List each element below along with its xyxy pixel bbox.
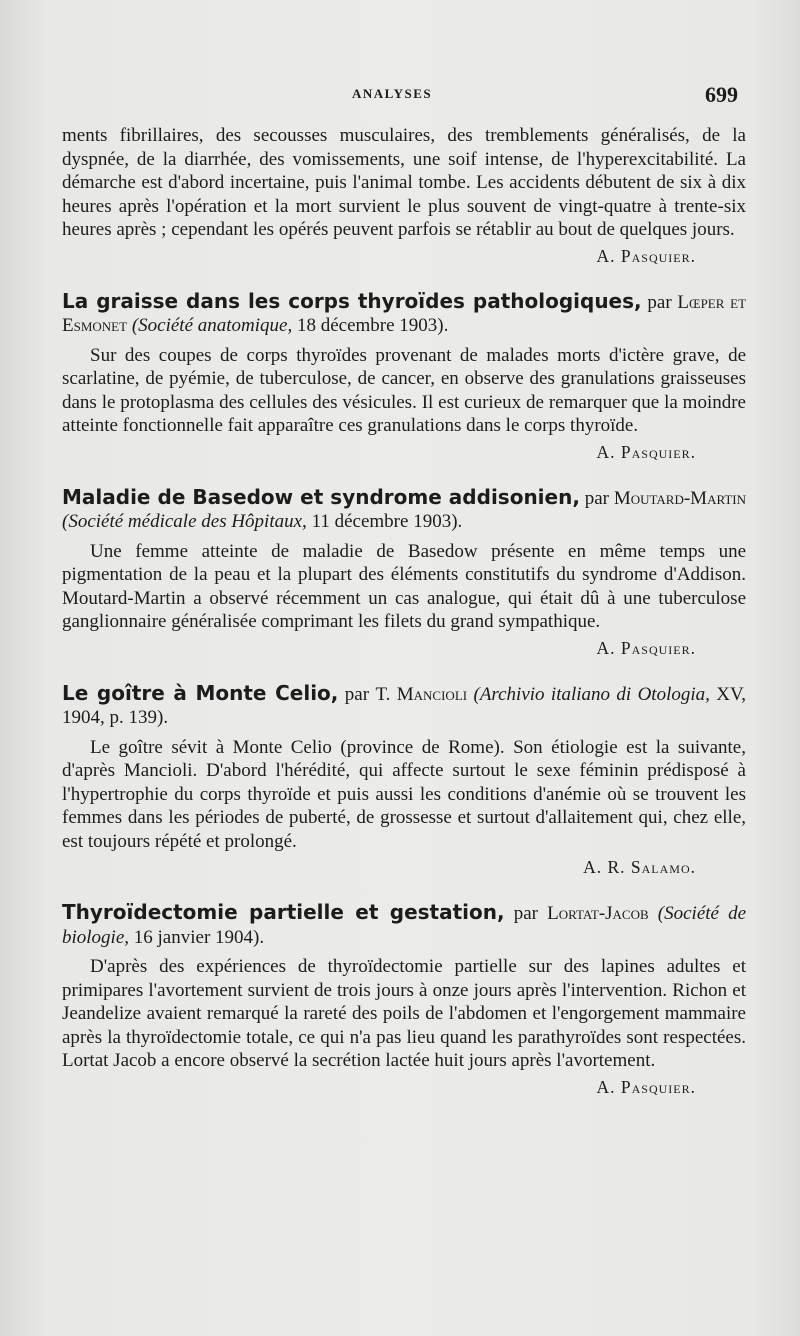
article-authors: Lortat-Jacob: [547, 903, 649, 924]
article-source: (Société de biologie,: [62, 903, 747, 948]
article-signature: A. Pasquier.: [596, 637, 696, 658]
article-title: La graisse dans les corps thyroïdes pathologiques,: [62, 288, 642, 313]
article-body: Le goître sévit à Monte Celio (province de Rome). Son étiologie est la suivante, d'après Mancioli. D'abord l'hérédité, qui affecte surtout le sexe féminin prédisposé à l'hypertrophie du corps thyroïde et puis aussi les conditions d'anémie où se trouvent les femmes dans les périodes de puberté, de grossesse et surtout d'allaitement qui, chez elle, est toujours répété et prolongé.: [62, 736, 746, 852]
article-authors: T. Mancioli: [375, 683, 468, 705]
article-heading: [62, 901, 746, 949]
article-goitre: [62, 682, 746, 880]
intro-paragraph: ments fibrillaires, des secousses musculaires, des tremblements généralisés, de la dyspnée, de la diarrhée, des vomissements, une soif intense, de l'hyperexcitabilité. La démarche est d'abord incertaine, puis l'animal tombe. Les accidents débutent de six à dix heures après l'opération et la mort survient le plus souvent de vingt-quatre à trente-six heures après ; cependant les opérés peuvent parfois se rétablir au bout de quelques jours.: [62, 125, 746, 240]
article-by: par: [647, 291, 672, 313]
article-body: D'après des expériences de thyroïdectomie partielle sur des lapines adultes et primipares l'avortement survient de trois jours à onze jours après l'intervention. Richon et Jeandelize avaient remarqué la rareté des poils de l'abdomen et l'engorgement mammaire après la thyroïdectomie totale, ce qui n'a pas lieu quand les parathyroïdes sont respectées. Lortat Jacob a encore observé la secrétion lactée huit jours après l'avortement.: [62, 956, 746, 1071]
article-body: Une femme atteinte de maladie de Basedow présente en même temps une pigmentation de la peau et la plupart des éléments constitutifs du syndrome d'Addison. Moutard-Martin a observé récemment un cas analogue, qui était dû à une tuberculose ganglionnaire généralisée comprimant les filets du grand sympathique.: [62, 540, 746, 632]
article-title: Le goître à Monte Celio,: [62, 680, 339, 705]
article-by: par: [513, 903, 538, 924]
article-by: par: [344, 683, 370, 705]
article-title: Thyroïdectomie partielle et gestation,: [62, 900, 505, 924]
article-heading: [62, 682, 746, 730]
article-date: 18 décembre 1903).: [296, 315, 449, 336]
article-title: Maladie de Basedow et syndrome addisonien,: [62, 484, 580, 509]
page-content: [62, 124, 746, 1099]
article-signature: A. Pasquier.: [596, 441, 696, 462]
article-body: Sur des coupes de corps thyroïdes provenant de malades morts d'ictère grave, de scarlatine, de pyémie, de tuberculose, de cancer, en observe des granulations graisseuses dans le protoplasma des cellules des vésicules. Il est curieux de remarquer que la moindre atteinte fonctionnelle fait apparaître ces granulations dans le corps thyroïde.: [62, 344, 746, 436]
article-signature: A. R. Salamo.: [583, 857, 696, 877]
running-head-title: ANALYSES: [352, 86, 433, 101]
article-date: XV, 1904, p. 139).: [62, 683, 747, 728]
article-source: (Société médicale des Hôpitaux,: [62, 511, 307, 532]
article-heading: [62, 486, 746, 534]
article-source: (Archivio italiano di Otologia,: [473, 683, 710, 705]
running-head: [62, 82, 742, 110]
intro-signature: A. Pasquier.: [596, 245, 696, 266]
article-authors: Moutard-Martin: [613, 487, 747, 509]
article-graisse: [62, 290, 746, 464]
article-thyroidectomie: [62, 901, 746, 1099]
article-authors: Lœper et Esmonet: [62, 291, 747, 336]
article-date: 11 décembre 1903).: [311, 511, 463, 532]
intro-section: [62, 124, 746, 268]
page-number: 699: [705, 82, 738, 107]
article-source: (Société anatomique,: [131, 315, 293, 336]
article-by: par: [584, 487, 610, 509]
article-date: 16 janvier 1904).: [133, 926, 265, 948]
article-signature: A. Pasquier.: [596, 1076, 696, 1097]
article-heading: [62, 290, 746, 338]
article-basedow: [62, 486, 746, 660]
